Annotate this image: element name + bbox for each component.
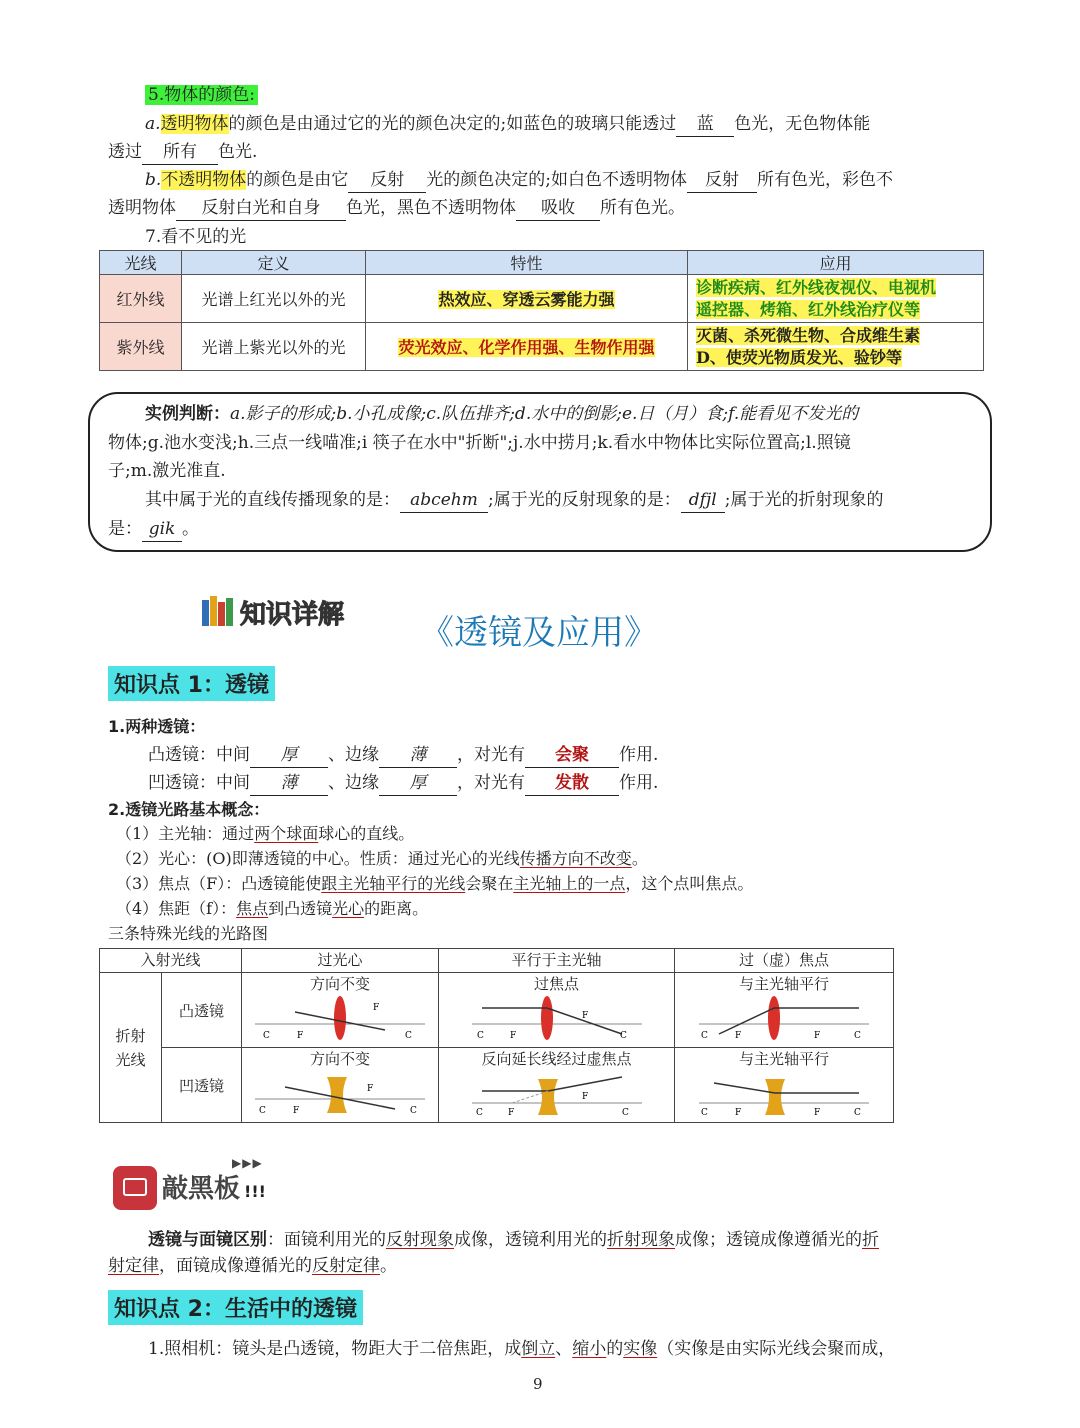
- row-concave: 凹透镜: [162, 1048, 242, 1123]
- arrows-icon: ▶▶▶: [232, 1156, 263, 1170]
- svg-text:F: F: [581, 1092, 588, 1102]
- svg-text:F: F: [814, 1108, 821, 1117]
- cell-convex-focus: 与主光轴平行 C F F C: [675, 973, 894, 1048]
- th-app: 应用: [688, 251, 984, 275]
- row-def: 光谱上红光以外的光: [182, 275, 366, 323]
- lens-ray-table: [99, 948, 894, 1123]
- svg-text:C: C: [263, 1031, 270, 1041]
- row-name: 红外线: [100, 275, 182, 323]
- row-app: 诊断疾病、红外线夜视仪、电视机 遥控器、烤箱、红外线治疗仪等: [688, 275, 984, 323]
- example-line2: 物体;g.池水变浅;h.三点一线喵准;i 筷子在水中"折断";j.水中捞月;k.看水中物体比实际位置高;l.照镜: [108, 433, 851, 453]
- kp1-h2: 2.透镜光路基本概念：: [108, 800, 270, 819]
- books-icon: [200, 592, 240, 628]
- kp1-h1: 1.两种透镜：: [108, 717, 206, 736]
- th-focus: 过（虚）焦点: [675, 949, 894, 973]
- cell-concave-focus: 与主光轴平行 C F F C: [675, 1048, 894, 1123]
- svg-text:F: F: [507, 1108, 514, 1117]
- svg-text:C: C: [475, 1108, 483, 1117]
- svg-text:C: C: [854, 1031, 861, 1041]
- svg-text:C: C: [259, 1106, 266, 1116]
- svg-text:F: F: [293, 1106, 300, 1116]
- th-light: 光线: [100, 251, 182, 275]
- kp2-line1: 1.照相机：镜头是凸透镜，物距大于二倍焦距，成倒立、缩小的实像（实像是由实际光线会聚而成，: [148, 1339, 896, 1359]
- row-convex: 凸透镜: [162, 973, 242, 1048]
- svg-text:C: C: [405, 1031, 412, 1041]
- row-def: 光谱上紫光以外的光: [182, 323, 366, 371]
- svg-text:C: C: [854, 1108, 861, 1117]
- concave-focus-diagram: [699, 1069, 869, 1117]
- th-parallel: 平行于主光轴: [439, 949, 675, 973]
- diagram-title: 三条特殊光线的光路图: [108, 924, 269, 943]
- th-prop: 特性: [366, 251, 688, 275]
- books-logo: [200, 592, 400, 632]
- example-line3: 子;m.激光准直.: [108, 461, 226, 481]
- concept-2: （2）光心：(O)即薄透镜的中心。性质：通过光心的光线传播方向不改变。: [116, 849, 648, 868]
- svg-text:C: C: [410, 1106, 417, 1116]
- cell-convex-parallel: 过焦点 C F F C: [439, 973, 675, 1048]
- row-prop: 荧光效应、化学作用强、生物作用强: [366, 323, 688, 371]
- example-question-end: 是： gik 。: [108, 515, 975, 543]
- convex-focus-diagram: [699, 994, 869, 1042]
- svg-text:C: C: [619, 1031, 627, 1041]
- cell-concave-center: 方向不变 C F F C: [242, 1048, 439, 1123]
- sec7-title: 7.看不见的光: [145, 227, 247, 247]
- kp2-title: 知识点 2：生活中的透镜: [108, 1290, 363, 1325]
- row-prop: 热效应、穿透云雾能力强: [366, 275, 688, 323]
- side-label: 折射光线: [100, 973, 162, 1123]
- svg-text:F: F: [735, 1108, 742, 1117]
- concept-4: （4）焦距（f）：焦点到凸透镜光心的距离。: [116, 899, 429, 918]
- th-incident: 入射光线: [100, 949, 242, 973]
- svg-text:C: C: [701, 1108, 708, 1117]
- row-app: 灭菌、杀死微生物、合成维生素 D、使荧光物质发光、验钞等: [688, 323, 984, 371]
- sec5-line-a1: a.透明物体的颜色是由通过它的光的颜色决定的;如蓝色的玻璃只能透过 蓝 色光，无色物体能: [145, 110, 975, 138]
- concept-3: （3）焦点（F）：凸透镜能使跟主光轴平行的光线会聚在主光轴上的一点，这个点叫焦点。: [116, 874, 754, 893]
- sec5-line-b1: b.不透明物体的颜色是由它 反射 光的颜色决定的;如白色不透明物体 反射 所有色光，彩色不: [145, 166, 975, 194]
- th-def: 定义: [182, 251, 366, 275]
- table-row: [100, 323, 984, 371]
- svg-text:F: F: [367, 1084, 374, 1094]
- svg-text:C: C: [701, 1031, 708, 1041]
- invisible-light-table: [99, 250, 984, 371]
- svg-text:F: F: [509, 1031, 516, 1041]
- board-line1: 透镜与面镜区别：面镜利用光的反射现象成像，透镜利用光的折射现象成像；透镜成像遵循光的折: [148, 1230, 879, 1250]
- kp1-title: 知识点 1：透镜: [108, 666, 275, 701]
- concave-center-diagram: [255, 1069, 425, 1117]
- page-number: 9: [533, 1375, 543, 1393]
- svg-text:F: F: [581, 1011, 588, 1021]
- concave-parallel-diagram: [472, 1069, 642, 1117]
- svg-text:F: F: [814, 1031, 821, 1041]
- svg-text:C: C: [476, 1031, 484, 1041]
- example-question: 其中属于光的直线传播现象的是： abcehm ;属于光的反射现象的是： dfjl ;属于光的折射现象的: [145, 486, 975, 514]
- sec5-line-a2: 透过 所有 色光.: [108, 138, 975, 166]
- board-title: 敲黑板 !!!: [162, 1174, 266, 1204]
- row-name: 紫外线: [100, 323, 182, 371]
- table-row: [100, 275, 984, 323]
- svg-text:C: C: [621, 1108, 629, 1117]
- th-center: 过光心: [242, 949, 439, 973]
- convex-line: 凸透镜：中间 厚 、边缘 薄 ，对光有 会聚 作用.: [148, 741, 975, 769]
- board-line2: 射定律，面镜成像遵循光的反射定律。: [108, 1256, 397, 1276]
- example-line1: 实例判断：a.影子的形成;b.小孔成像;c.队伍排齐;d.水中的倒影;e.日（月）食;f.能看见不发光的: [145, 404, 859, 424]
- cell-concave-parallel: 反向延长线经过虚焦点 C F F C: [439, 1048, 675, 1123]
- convex-parallel-diagram: [472, 994, 642, 1042]
- svg-text:F: F: [373, 1003, 380, 1013]
- concave-line: 凹透镜：中间 薄 、边缘 厚 ，对光有 发散 作用.: [148, 769, 975, 797]
- sec5-title: 5.物体的颜色:: [145, 83, 258, 107]
- logo-text: 知识详解: [240, 600, 345, 630]
- svg-text:F: F: [735, 1031, 742, 1041]
- cell-convex-center: 方向不变 C F F C: [242, 973, 439, 1048]
- concept-1: （1）主光轴：通过两个球面球心的直线。: [116, 824, 415, 843]
- sec5-line-b2: 透明物体 反射白光和自身 色光，黑色不透明物体 吸收 所有色光。: [108, 194, 975, 222]
- convex-center-diagram: [255, 994, 425, 1042]
- blackboard-icon: [113, 1166, 157, 1210]
- banner-title: 《透镜及应用》: [420, 613, 658, 653]
- svg-text:F: F: [297, 1031, 304, 1041]
